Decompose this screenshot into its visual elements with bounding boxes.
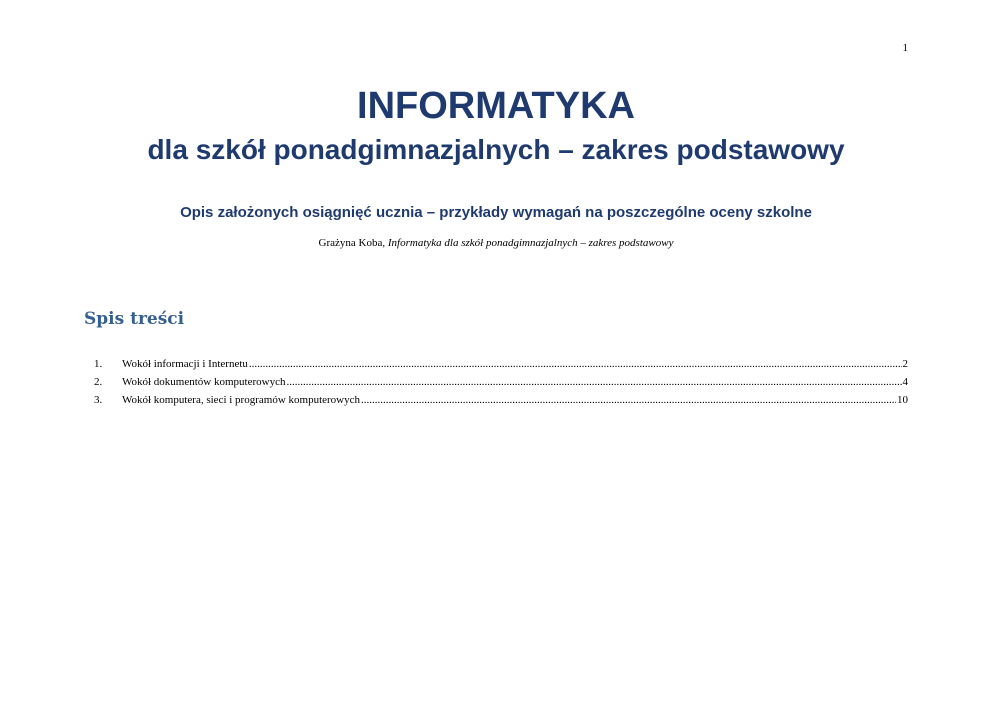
- document-title: INFORMATYKA: [357, 85, 635, 127]
- toc-entry[interactable]: [94, 391, 908, 409]
- table-of-contents: [94, 355, 908, 409]
- toc-dot-leader: [286, 373, 901, 391]
- toc-entry-number: 1.: [94, 358, 103, 370]
- document-description: Opis założonych osiągnięć ucznia – przykłady wymagań na poszczególne oceny szkolne: [180, 204, 812, 221]
- book-title: Informatyka dla szkół ponadgimnazjalnych – zakres podstawowy: [387, 237, 674, 249]
- document-subtitle: dla szkół ponadgimnazjalnych – zakres podstawowy: [147, 134, 845, 165]
- toc-entry[interactable]: [94, 355, 908, 373]
- toc-dot-leader: [361, 391, 896, 409]
- toc-dot-leader: [249, 355, 902, 373]
- page-number: 1: [902, 42, 908, 54]
- author-line: [0, 236, 992, 250]
- toc-entry-title[interactable]: Wokół informacji i Internetu: [122, 358, 248, 370]
- toc-entry-title[interactable]: Wokół dokumentów komputerowych: [122, 376, 286, 388]
- toc-entry-page[interactable]: 2: [902, 358, 908, 370]
- toc-entry-title[interactable]: Wokół komputera, sieci i programów komputerowych: [122, 394, 361, 406]
- toc-entry-page[interactable]: 10: [897, 394, 908, 406]
- toc-entry-number: 3.: [94, 394, 103, 406]
- toc-entry-number: 2.: [94, 376, 103, 388]
- toc-entry[interactable]: [94, 373, 908, 391]
- toc-entry-page[interactable]: 4: [902, 376, 908, 388]
- author-name: Grażyna Koba,: [318, 237, 386, 249]
- toc-heading: Spis treści: [84, 309, 185, 329]
